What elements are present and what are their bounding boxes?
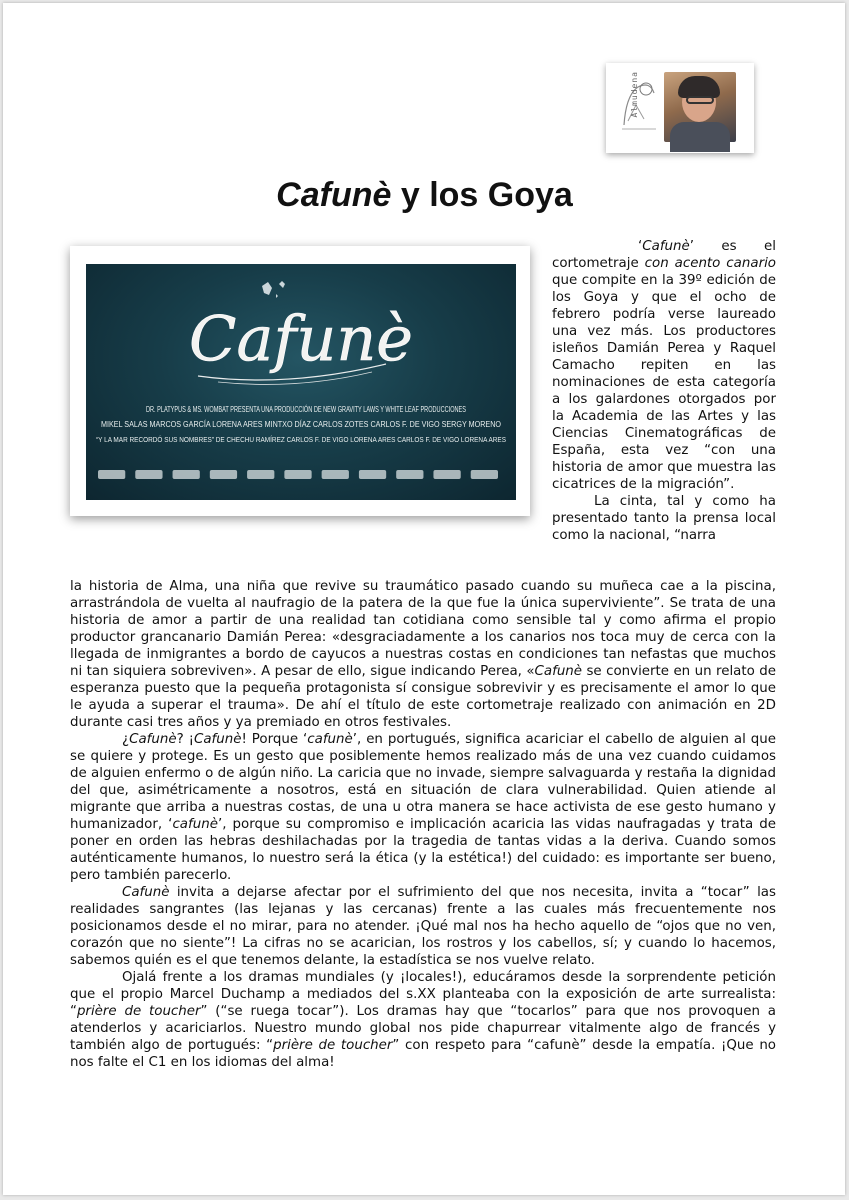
- sponsor-logo-10: [433, 470, 460, 479]
- title-rest: y los Goya: [391, 176, 573, 214]
- article-body: [70, 578, 776, 1071]
- poster-logo: Cafunè: [189, 302, 413, 375]
- italic-run: prière de toucher: [273, 1038, 393, 1053]
- italic-run: prière de toucher: [76, 1004, 201, 1019]
- italic-run: Cafunè: [642, 239, 690, 254]
- paragraph-4: Ojalá frente a los dramas mundiales (y ¡locales!), educáramos desde la sorprendente petición que el propio Marcel Duchamp a mediados del s.XX planteaba con la exposición de arte surrealista: “prière de toucher” (“se ruega tocar”). Los dramas hay que “tocarlos” para que nos provoquen a atenderlos y acariciarlos. Nuestro mundo global nos pide chapurrear vitalmente algo de francés y también algo de portugués: “prière de toucher” con respeto para “cafunè” desde la empatía. ¡Que no nos falte el C1 en los idiomas del alma!: [70, 970, 776, 1070]
- intro-paragraph: ‘Cafunè’ es el cortometraje con acento canario que compite en la 39º edición de los Goya y que el ocho de febrero podría verse laureado una vez más. Los productores isleños Damián Perea y Raquel Camacho repiten en las nominaciones de esta categoría a los galardones otorgados por la Academia de las Artes y las Ciencias Cinematográficas de España, esta vez “con una historia de amor que muestra las cicatrices de la migración”.: [552, 239, 776, 492]
- sponsor-logo-8: [359, 470, 386, 479]
- italic-run: Cafunè: [534, 664, 583, 679]
- sponsor-logo-6: [284, 470, 311, 479]
- poster-credits-line3: “Y LA MAR RECORDÓ SUS NOMBRES” DE CHECHU RAMÍREZ CARLOS F. DE VIGO LORENA ARES CARLOS F. DE VIGO LORENA ARES: [96, 437, 542, 444]
- italic-run: cafunè: [307, 732, 353, 747]
- author-card: [606, 63, 754, 153]
- intro-column: [552, 238, 776, 544]
- italic-run: con acento canario: [644, 256, 776, 271]
- sponsor-logo-7: [322, 470, 349, 479]
- sponsor-logo-2: [135, 470, 162, 479]
- paragraph-3: Cafunè invita a dejarse afectar por el sufrimiento del que nos necesita, invita a “tocar” las realidades sangrantes (las lejanas y las cercanas) frente a las cuales más frecuentemente nos posicionamos desde el no mirar, para no atender. ¡Qué mal nos ha hecho aquello de “ojos que no ven, corazón que no siente”! La cifras no se acarician, los rostros y los cabellos, sí; y cuando lo hacemos, sabemos quién es el que tenemos delante, la estadística se nos vuelve relato.: [70, 885, 776, 968]
- italic-run: Cafunè: [194, 732, 242, 747]
- article-title: [0, 176, 849, 215]
- italic-run: Cafunè: [129, 732, 177, 747]
- movie-poster-frame: [70, 246, 542, 516]
- movie-poster: [86, 264, 542, 500]
- paragraph-2: ¿Cafunè? ¡Cafunè! Porque ‘cafunè’, en portugués, significa acariciar el cabello de alguien al que se quiere y protege. Es un gesto que posiblemente hemos realizado más de una vez cuando cuidamos de alguien enfermo o de algún niño. La caricia que no invade, siempre salvaguarda y restaña la dignidad del que, asimétricamente a nosotros, está en situación de clara vulnerabilidad. Quien atiende al migrante que arriba a nuestras costas, de una u otra manera se hace activista de ese gesto humano y humanizador, ‘cafunè’, porque su compromiso e implicación acaricia las vidas naufragadas y trata de poner en orden las hebras deshilachadas por la tragedia de tantas vidas a la deriva. Cuando somos auténticamente humanos, lo nuestro será la ética (y la estética!) del cuidado: es importante ser bueno, pero también parecerlo.: [70, 732, 776, 883]
- author-portrait: [664, 72, 736, 142]
- title-italic: Cafunè: [276, 176, 392, 214]
- author-card-vertical-text: Almudena: [630, 71, 639, 118]
- author-stamp-illustration: [616, 75, 662, 131]
- sponsor-logo-9: [396, 470, 423, 479]
- sponsor-logo-5: [247, 470, 274, 479]
- poster-credits-line1: DR. PLATYPUS & MS. WOMBAT PRESENTA UNA PRODUCCIÓN DE NEW GRAVITY LAWS Y WHITE LEAF PRODUCCIONES: [146, 404, 467, 414]
- sponsor-logo-11: [471, 470, 498, 479]
- italic-run: Cafunè: [122, 885, 170, 900]
- italic-run: cafunè: [172, 817, 218, 832]
- second-paragraph-start: La cinta, tal y como ha presentado tanto la prensa local como la nacional, “narra: [552, 494, 776, 543]
- poster-credits-line2: MIKEL SALAS MARCOS GARCÍA LORENA ARES MINTXO DÍAZ CARLOS ZOTES CARLOS F. DE VIGO SERGY MORENO: [101, 420, 501, 429]
- paragraph-1: la historia de Alma, una niña que revive su traumático pasado cuando su muñeca cae a la piscina, arrastrándola de vuelta al naufragio de la patera de la que fue la única superviviente”. Se trata de una historia de amor a partir de una realidad tan cotidiana como sensible tal y como afirma el propio productor grancanario Damián Perea: «desgraciadamente a los canarios nos toca muy de cerca con la llegada de inmigrantes a bordo de cayucos a nuestras costas en condiciones tan nefastas que muchos ni tan siquiera sobreviven». A pesar de ello, sigue indicando Perea, «Cafunè se convierte en un relato de esperanza puesto que la pequeña protagonista sí consigue sobrevivir y es precisamente el amor lo que le ayuda a superar el trauma». De ahí el título de este cortometraje realizado con animación en 2D durante casi tres años y ya premiado en otros festivales.: [70, 579, 776, 730]
- sponsor-logo-3: [173, 470, 200, 479]
- sponsor-logo-1: [98, 470, 125, 479]
- sponsor-logo-4: [210, 470, 237, 479]
